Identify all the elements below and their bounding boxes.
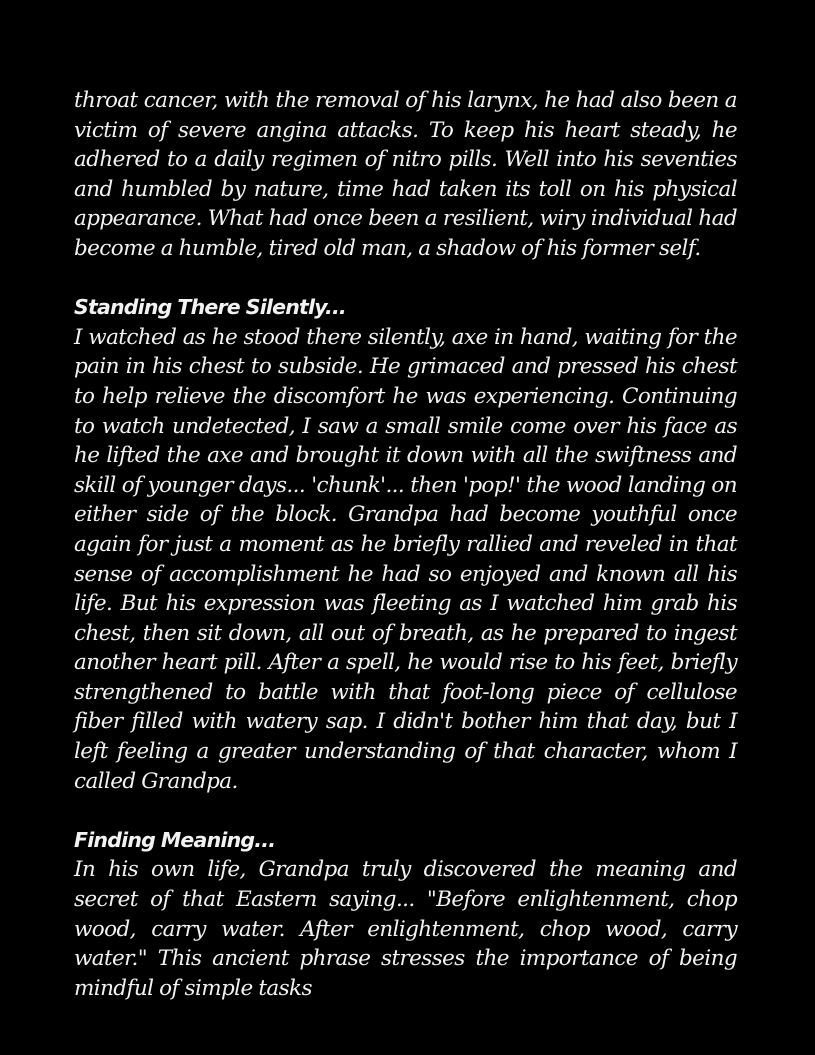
section-finding-meaning [74, 826, 737, 1004]
section-heading: Standing There Silently... [74, 295, 346, 320]
section-standing-there-silently [74, 293, 737, 796]
intro-paragraph: throat cancer, with the removal of his larynx, he had also been a victim of severe angina attacks. To keep his heart steady, he adhered to a daily regimen of nitro pills. Well into his seventies and humbled by nature, time had taken its toll on his physical appearance. What had once been a resilient, wiry individual had become a humble, tired old man, a shadow of his former self. [74, 88, 737, 261]
section-body: In his own life, Grandpa truly discovered the meaning and secret of that Eastern saying... "Before enlightenment, chop wood, carry water. After enlightenment, chop wood, carry water." This ancient phrase stresses the importance of being mindful of simple tasks [74, 857, 737, 1001]
paragraph-spacer [74, 796, 737, 826]
document-page [74, 86, 737, 1003]
section-heading: Finding Meaning... [74, 827, 276, 852]
section-body: I watched as he stood there silently, axe in hand, waiting for the pain in his chest to subside. He grimaced and pressed his chest to help relieve the discomfort he was experiencing. Continuing to watch undetected, I saw a small smile come over his face as he lifted the axe and brought it down with all the swiftness and skill of younger days... 'chunk'... then 'pop!' the wood landing on either side of the block. Grandpa had become youthful once again for just a moment as he briefly rallied and reveled in that sense of accomplishment he had so enjoyed and known all his life. But his expression was fleeting as I watched him grab his chest, then sit down, all out of breath, as he prepared to ingest another heart pill. After a spell, he would rise to his feet, briefly strengthened to battle with that foot-long piece of cellulose fiber filled with watery sap. I didn't bother him that day, but I left feeling a greater understanding of that character, whom I called Grandpa. [74, 324, 737, 794]
paragraph-spacer [74, 264, 737, 294]
